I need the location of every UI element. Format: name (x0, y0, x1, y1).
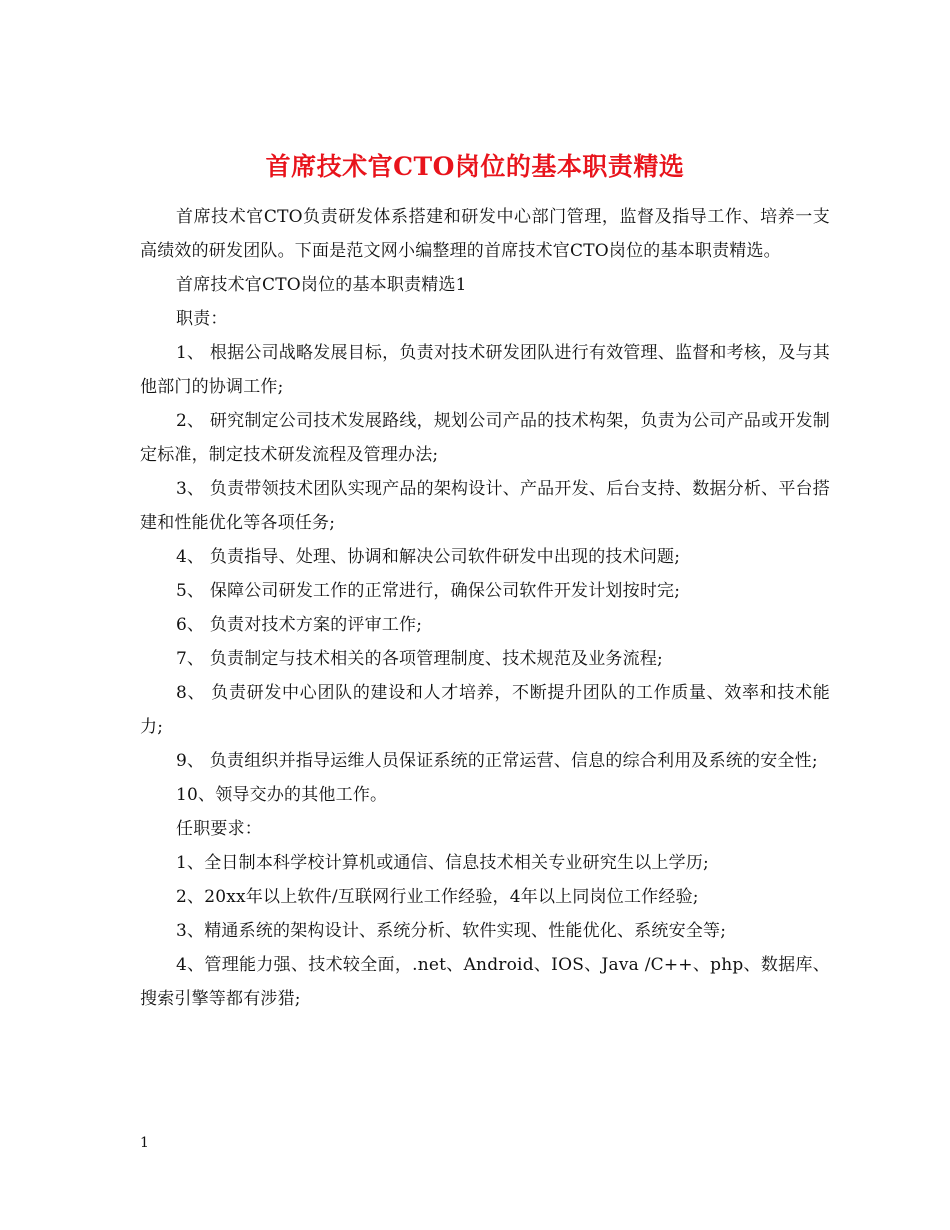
responsibility-item: 7、 负责制定与技术相关的各项管理制度、技术规范及业务流程; (176, 649, 663, 669)
responsibility-item: 2、 研究制定公司技术发展路线，规划公司产品的技术构架，负责为公司产品或开发制定标准，制定技术研发流程及管理办法; (140, 411, 830, 465)
responsibility-item: 6、 负责对技术方案的评审工作; (176, 615, 423, 635)
responsibility-item: 3、 负责带领技术团队实现产品的架构设计、产品开发、后台支持、数据分析、平台搭建和性能优化等各项任务; (140, 479, 830, 533)
responsibility-item: 9、 负责组织并指导运维人员保证系统的正常运营、信息的综合利用及系统的安全性; (176, 751, 818, 771)
requirement-item: 4、管理能力强、技术较全面，.net、Android、IOS、Java /C++、php、数据库、搜索引擎等都有涉猎; (140, 955, 830, 1009)
requirement-item: 3、精通系统的架构设计、系统分析、软件实现、性能优化、系统安全等; (176, 921, 727, 941)
responsibility-item: 10、领导交办的其他工作。 (176, 785, 388, 805)
responsibility-item: 1、 根据公司战略发展目标，负责对技术研发团队进行有效管理、监督和考核，及与其他部门的协调工作; (140, 343, 830, 397)
section-heading: 首席技术官CTO岗位的基本职责精选1 (176, 275, 467, 295)
responsibility-item: 5、 保障公司研发工作的正常进行，确保公司软件开发计划按时完; (176, 581, 681, 601)
requirement-item: 1、全日制本科学校计算机或通信、信息技术相关专业研究生以上学历; (176, 853, 709, 873)
page-number: 1 (140, 1135, 149, 1151)
requirements-label: 任职要求： (176, 819, 262, 839)
requirement-item: 2、20xx年以上软件/互联网行业工作经验，4年以上同岗位工作经验; (176, 887, 699, 907)
responsibility-item: 4、 负责指导、处理、协调和解决公司软件研发中出现的技术问题; (176, 547, 681, 567)
responsibility-item: 8、 负责研发中心团队的建设和人才培养，不断提升团队的工作质量、效率和技术能力; (140, 683, 830, 737)
intro-paragraph: 首席技术官CTO负责研发体系搭建和研发中心部门管理，监督及指导工作、培养一支高绩效的研发团队。下面是范文网小编整理的首席技术官CTO岗位的基本职责精选。 (140, 207, 830, 261)
document-title: 首席技术官CTO岗位的基本职责精选 (265, 151, 685, 181)
responsibilities-label: 职责： (176, 309, 228, 329)
document-body (140, 200, 830, 1016)
